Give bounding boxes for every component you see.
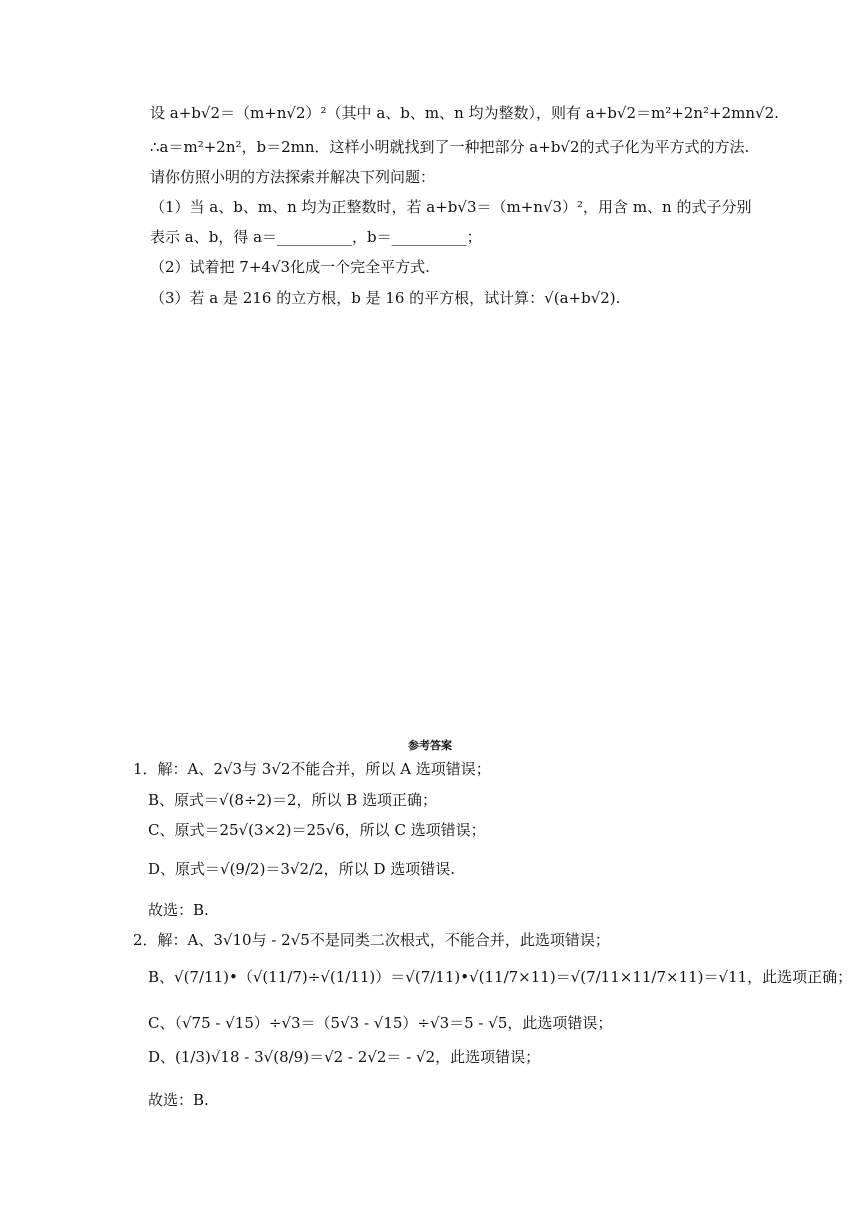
answers-title: 参考答案 [408, 739, 452, 752]
question-1-line-2: 表示 a、b，得 a＝__________，b＝__________； [150, 228, 482, 246]
problem-line-1: 设 a+b√2＝（m+n√2）²（其中 a、b、m、n 均为整数），则有 a+b√2＝m²+2n²+2mn√2. [150, 104, 779, 122]
answer-2-b: B、√(7/11)•（√(11/7)÷√(1/11)）＝√(7/11)•√(11/7×11)＝√(7/11×11/7×11)＝√11，此选项正确； [148, 968, 853, 986]
problem-line-3: 请你仿照小明的方法探索并解决下列问题： [150, 168, 436, 186]
answer-2-c: C、（√75 - √15）÷√3＝（5√3 - √15）÷√3＝5 - √5，此选项错误； [148, 1014, 613, 1032]
answer-2-d: D、(1/3)√18 - 3√(8/9)＝√2 - 2√2＝ - √2，此选项错误； [148, 1048, 541, 1066]
question-2: （2）试着把 7+4√3化成一个完全平方式. [150, 258, 430, 276]
answer-1-lead: 1．解：A、2√3与 3√2不能合并，所以 A 选项错误； [133, 760, 491, 778]
answer-2-choice: 故选：B. [148, 1091, 209, 1109]
question-1-line-1: （1）当 a、b、m、n 均为正整数时，若 a+b√3＝（m+n√3）²，用含 m、n 的式子分别 [150, 198, 752, 216]
answer-1-c: C、原式＝25√(3×2)＝25√6，所以 C 选项错误； [148, 821, 486, 839]
answer-2-lead: 2．解：A、3√10与 - 2√5不是同类二次根式，不能合并，此选项错误； [133, 931, 610, 949]
problem-line-2: ∴a＝m²+2n²，b＝2mn．这样小明就找到了一种把部分 a+b√2的式子化为平方式的方法. [150, 138, 750, 156]
question-3: （3）若 a 是 216 的立方根，b 是 16 的平方根，试计算：√(a+b√2). [150, 289, 621, 307]
answer-1-choice: 故选：B. [148, 901, 209, 919]
answer-1-b: B、原式＝√(8÷2)＝2，所以 B 选项正确； [148, 791, 438, 809]
answer-1-d: D、原式＝√(9/2)＝3√2/2，所以 D 选项错误. [148, 860, 456, 878]
